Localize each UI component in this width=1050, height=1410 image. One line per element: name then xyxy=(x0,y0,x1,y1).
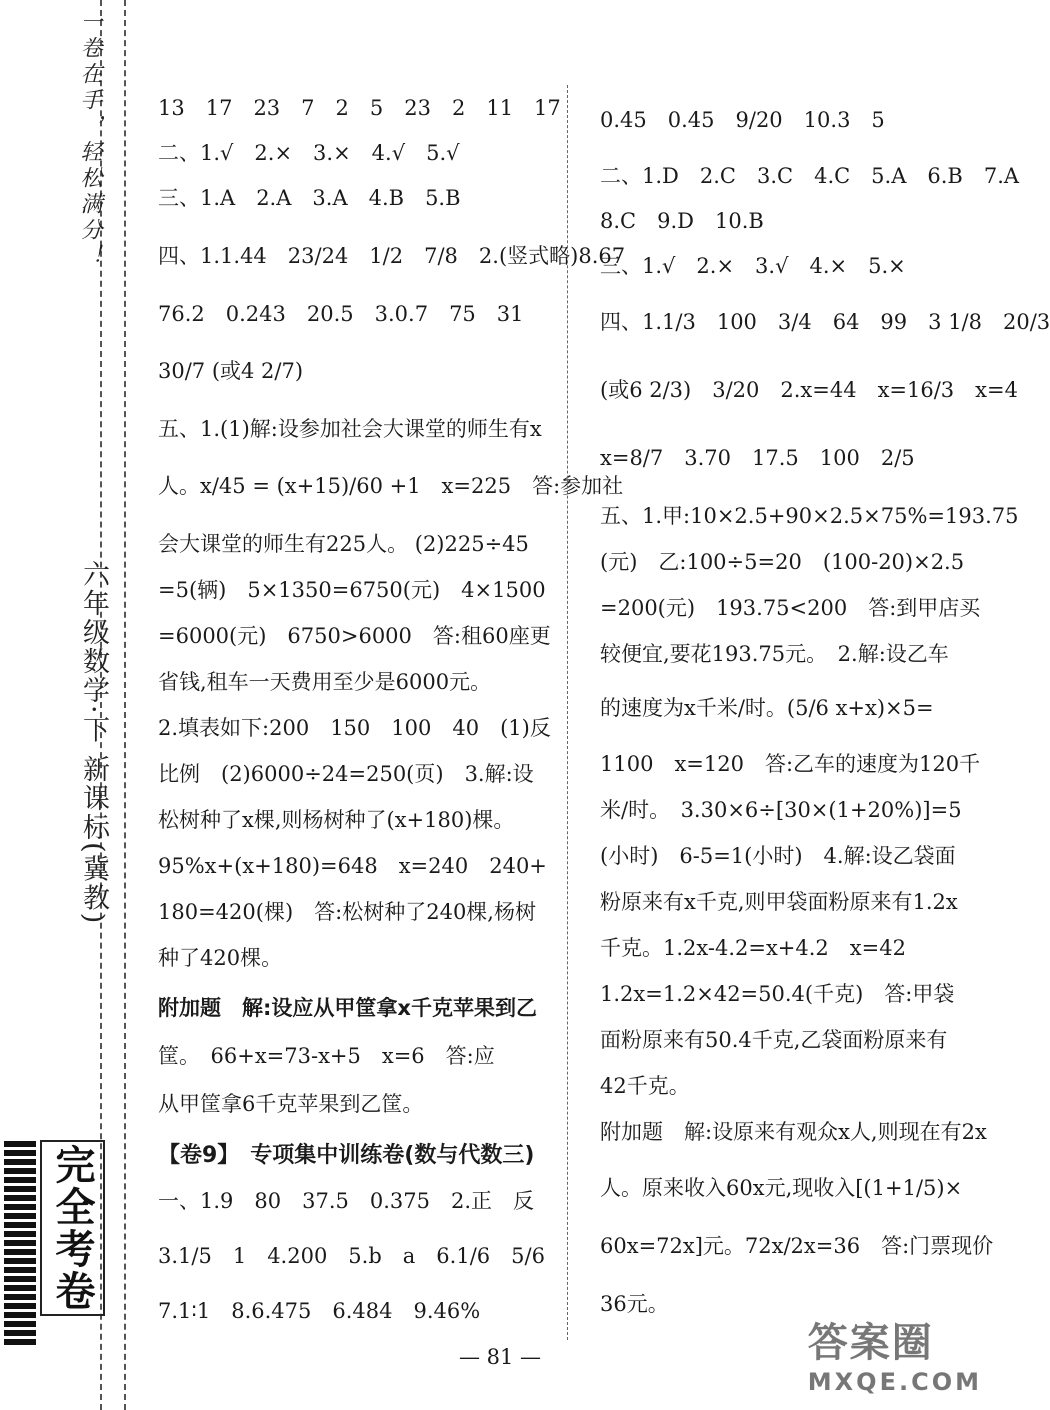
answer-line: 人。x/45 = (x+15)/60 +1 x=225 答:参加社 xyxy=(158,474,624,498)
answer-line: 面粉原来有50.4千克,乙袋面粉原来有 xyxy=(600,1028,948,1052)
answer-line: 人。原来收入60x元,现收入[(1+1/5)× xyxy=(600,1176,963,1200)
answer-line: 3.1/5 1 4.200 5.b a 6.1/6 5/6 xyxy=(158,1244,545,1268)
answer-line: 三、1.A 2.A 3.A 4.B 5.B xyxy=(158,186,461,210)
answer-line: 二、1.√ 2.× 3.× 4.√ 5.√ xyxy=(158,141,460,165)
answer-line: 7.1∶1 8.6.475 6.484 9.46% xyxy=(158,1299,481,1323)
answer-line: 粉原来有x千克,则甲袋面粉原来有1.2x xyxy=(600,890,958,914)
answer-line: =6000(元) 6750>6000 答:租60座更 xyxy=(158,624,551,648)
answer-line: 五、1.甲:10×2.5+90×2.5×75%=193.75 xyxy=(600,504,1019,528)
answer-line: 8.C 9.D 10.B xyxy=(600,209,764,233)
answer-line: 1100 x=120 答:乙车的速度为120千 xyxy=(600,752,981,776)
answer-line: 附加题 解:设应从甲筐拿x千克苹果到乙 xyxy=(158,996,537,1020)
answer-line: x=8/7 3.70 17.5 100 2/5 xyxy=(600,446,915,470)
logo-stripes xyxy=(4,1140,36,1345)
answer-line: 42千克。 xyxy=(600,1074,690,1098)
answer-line: (小时) 6-5=1(小时) 4.解:设乙袋面 xyxy=(600,844,956,868)
answer-line: 30/7 (或4 2/7) xyxy=(158,359,304,383)
section-heading: 【卷9】 专项集中训练卷(数与代数三) xyxy=(158,1143,535,1168)
answer-line: =200(元) 193.75<200 答:到甲店买 xyxy=(600,596,981,620)
answer-line: 筐。 66+x=73-x+5 x=6 答:应 xyxy=(158,1044,495,1068)
answer-line: 比例 (2)6000÷24=250(页) 3.解:设 xyxy=(158,762,534,786)
binding-dashed-line-2 xyxy=(124,0,126,1410)
answer-line: 省钱,租车一天费用至少是6000元。 xyxy=(158,670,492,694)
answer-line: 2.填表如下:200 150 100 40 (1)反 xyxy=(158,716,551,740)
answer-line: 会大课堂的师生有225人。 (2)225÷45 xyxy=(158,532,529,556)
answer-line: 五、1.(1)解:设参加社会大课堂的师生有x xyxy=(158,417,542,441)
answer-line: 从甲筐拿6千克苹果到乙筐。 xyxy=(158,1092,424,1116)
answer-line: (或6 2/3) 3/20 2.x=44 x=16/3 x=4 xyxy=(600,378,1018,402)
answer-line: 千克。1.2x-4.2=x+4.2 x=42 xyxy=(600,936,906,960)
slogan: 一卷在手，轻松满分！ xyxy=(77,10,102,270)
answer-line: 180=420(棵) 答:松树种了240棵,杨树 xyxy=(158,900,536,924)
watermark-main: 答案圈 xyxy=(807,1320,934,1366)
answer-line: 36元。 xyxy=(600,1292,669,1316)
answer-line: 二、1.D 2.C 3.C 4.C 5.A 6.B 7.A xyxy=(600,164,1020,188)
answer-line: 95%x+(x+180)=648 x=240 240+ xyxy=(158,854,547,878)
answer-line: 60x=72x]元。72x/2x=36 答:门票现价 xyxy=(600,1234,994,1258)
answer-line: =5(辆) 5×1350=6750(元) 4×1500 xyxy=(158,578,546,602)
answer-line: 的速度为x千米/时。(5/6 x+x)×5= xyxy=(600,696,934,720)
answer-line: 松树种了x棵,则杨树种了(x+180)棵。 xyxy=(158,808,515,832)
answer-line: 1.2x=1.2×42=50.4(千克) 答:甲袋 xyxy=(600,982,955,1006)
answer-line: 米/时。 3.30×6÷[30×(1+20%)]=5 xyxy=(600,798,962,822)
watermark xyxy=(808,1311,982,1396)
answer-line: 三、1.√ 2.× 3.√ 4.× 5.× xyxy=(600,254,906,278)
answer-line: 较便宜,要花193.75元。 2.解:设乙车 xyxy=(600,642,949,666)
answer-line: 76.2 0.243 20.5 3.0.7 75 31 xyxy=(158,302,524,326)
publisher-logo xyxy=(0,1140,95,1410)
answer-line: 四、1.1.44 23/24 1/2 7/8 2.(竖式略)8.67 xyxy=(158,244,626,268)
column-separator xyxy=(567,85,568,1340)
answer-line: 一、1.9 80 37.5 0.375 2.正 反 xyxy=(158,1189,535,1213)
answer-line: 0.45 0.45 9/20 10.3 5 xyxy=(600,108,885,132)
page-number: — 81 — xyxy=(458,1345,542,1369)
book-title: 六年级数学·下 新课标(冀教) xyxy=(78,560,109,926)
answer-line: 附加题 解:设原来有观众x人,则现在有2x xyxy=(600,1120,987,1144)
answer-line: (元) 乙:100÷5=20 (100-20)×2.5 xyxy=(600,550,965,574)
answer-line: 13 17 23 7 2 5 23 2 11 17 xyxy=(158,96,561,120)
answer-line: 种了420棵。 xyxy=(158,946,283,970)
watermark-sub: MXQE.COM xyxy=(807,1368,982,1396)
logo-text: 完全考卷 xyxy=(40,1140,105,1316)
answer-line: 四、1.1/3 100 3/4 64 99 3 1/8 20/3 xyxy=(600,310,1050,334)
